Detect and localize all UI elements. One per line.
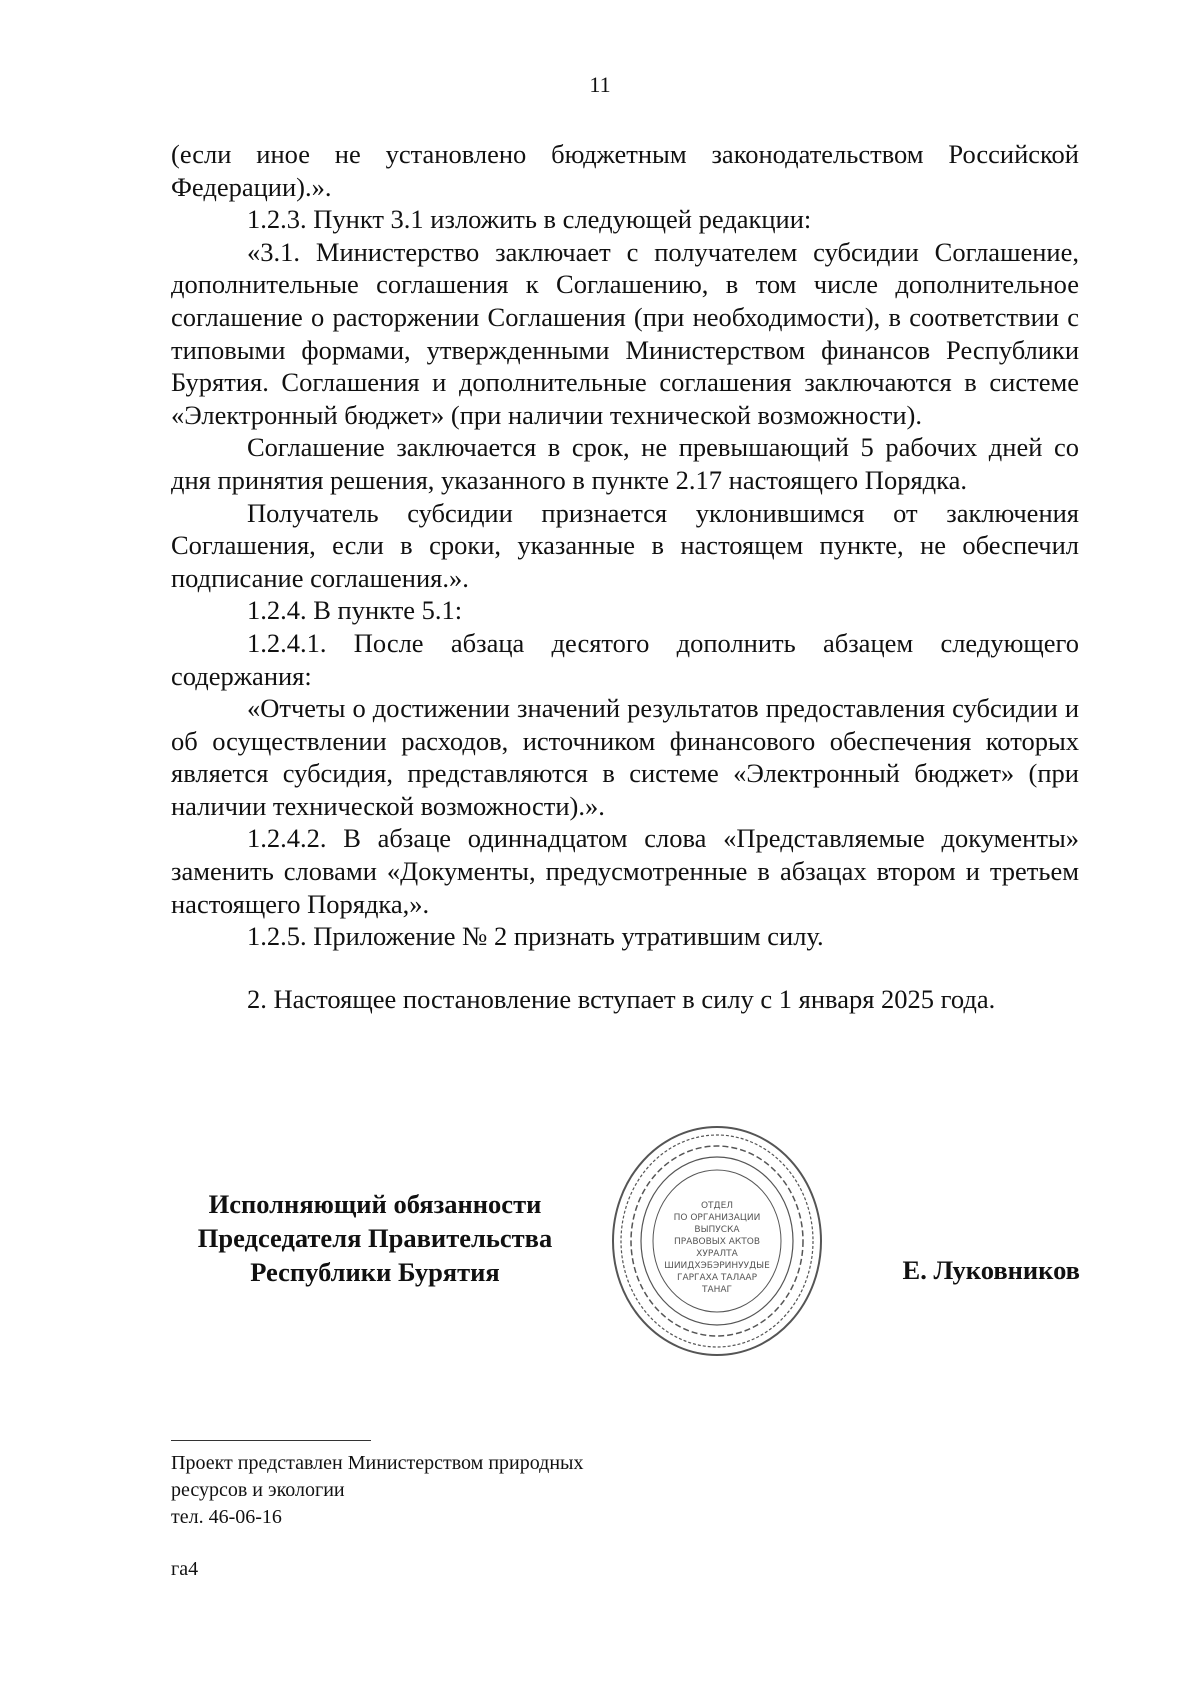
svg-text:ТАНАГ: ТАНАГ	[701, 1285, 733, 1295]
footnote-line: ресурсов и экологии	[171, 1479, 345, 1501]
svg-text:ГАРГАХА ТАЛААР: ГАРГАХА ТАЛААР	[676, 1273, 758, 1283]
signatory-position-line: Председателя Правительства	[197, 1223, 553, 1253]
paragraph-1-2-4-2: 1.2.4.2. В абзаце одиннадцатом слова «Представляемые документы» заменить словами «Документы, предусмотренные в абзацах втором и третьем настоящего Порядка,».	[171, 823, 1079, 919]
signatory-position-line: Исполняющий обязанности	[208, 1189, 542, 1219]
svg-text:ШИИДХЭБЭРИНУУДЫЕ: ШИИДХЭБЭРИНУУДЫЕ	[664, 1261, 770, 1271]
document-body	[171, 138, 1079, 1015]
svg-text:ОТДЕЛ: ОТДЕЛ	[700, 1201, 734, 1211]
footnote	[171, 1450, 731, 1531]
paragraph-1-2-5: 1.2.5. Приложение № 2 признать утратившим силу.	[247, 921, 824, 952]
paragraph-1-2-4-1: 1.2.4.1. После абзаца десятого дополнить абзацем следующего содержания:	[171, 627, 1079, 691]
paragraph-2-effective-date: 2. Настоящее постановление вступает в силу с 1 января 2025 года.	[247, 983, 996, 1014]
signatory-position-line: Республики Бурятия	[250, 1257, 500, 1287]
paragraph-3-1-quote: «3.1. Министерство заключает с получателем субсидии Соглашение, дополнительные соглашения к Соглашению, в том числе дополнительное соглашение о расторжении Соглашения (при необходимости), в соответствии с типовыми формами, утвержденными Министерством финансов Республики Бурятия. Соглашения и дополнительные соглашения заключаются в системе «Электронный бюджет» (при наличии технической возможности).	[171, 236, 1079, 430]
signatory-name: Е. Луковников	[902, 1255, 1080, 1285]
document-code: га4	[171, 1558, 199, 1580]
svg-text:ХУРАЛТА: ХУРАЛТА	[696, 1249, 738, 1259]
footnote-phone: тел. 46-06-16	[171, 1506, 282, 1528]
paragraph-reports-quote: «Отчеты о достижении значений результатов предоставления субсидии и об осуществлении расходов, источником финансового обеспечения которых является субсидия, представляются в системе «Электронный бюджет» (при наличии технической возможности).».	[171, 693, 1079, 821]
paragraph-1-2-3: 1.2.3. Пункт 3.1 изложить в следующей редакции:	[247, 204, 812, 235]
paragraph-1-2-4: 1.2.4. В пункте 5.1:	[247, 595, 463, 626]
paragraph-continuation: (если иное не установлено бюджетным законодательством Российской Федерации).».	[171, 139, 1079, 202]
paragraph-agreement-term: Соглашение заключается в срок, не превышающий 5 рабочих дней со дня принятия решения, указанного в пункте 2.17 настоящего Порядка.	[171, 432, 1079, 495]
paragraph-evasion: Получатель субсидии признается уклонившимся от заключения Соглашения, если в сроки, указанные в настоящем пункте, не обеспечил подписание соглашения.».	[171, 497, 1079, 593]
page-number: 11	[589, 72, 611, 97]
footnote-divider	[171, 1440, 371, 1441]
footnote-line: Проект представлен Министерством природных	[171, 1452, 584, 1474]
signatory-position	[160, 1187, 590, 1289]
svg-text:ВЫПУСКА: ВЫПУСКА	[694, 1225, 740, 1235]
official-seal-stamp	[610, 1124, 825, 1359]
svg-text:ПО ОРГАНИЗАЦИИ: ПО ОРГАНИЗАЦИИ	[673, 1213, 761, 1223]
svg-text:ПРАВОВЫХ АКТОВ: ПРАВОВЫХ АКТОВ	[673, 1237, 761, 1247]
